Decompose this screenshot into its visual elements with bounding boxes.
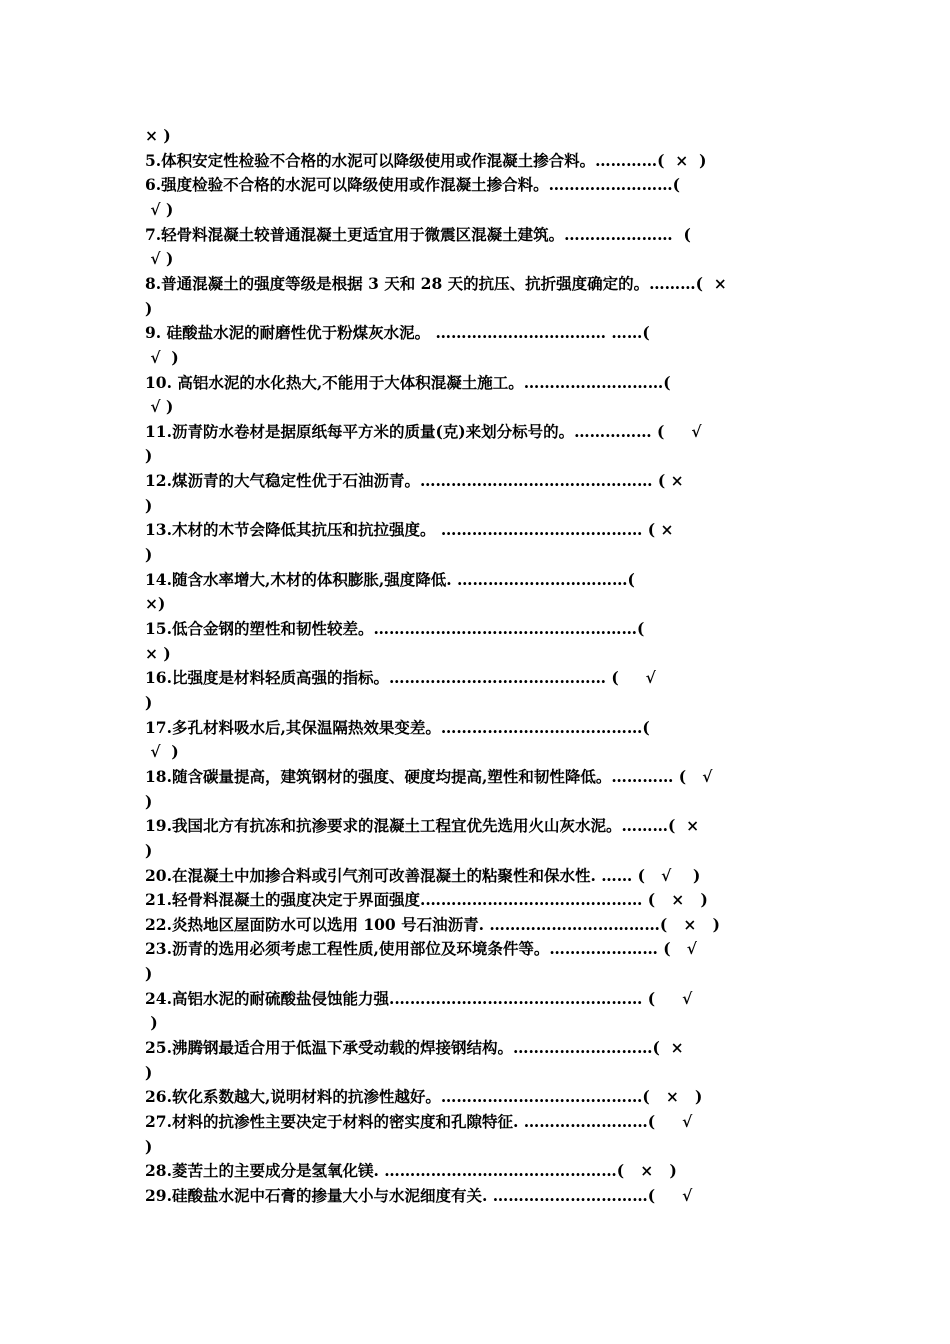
text-line: ) (145, 545, 153, 564)
text-line: 18.随含碳量提高，建筑钢材的强度、硬度均提高,塑性和韧性降低。………… ( √ (145, 767, 713, 786)
text-line: 6.强度检验不合格的水泥可以降级使用或作混凝土掺合料。……………………( (145, 175, 681, 194)
text-line: ) (145, 446, 153, 465)
text-line: 17.多孔材料吸水后,其保温隔热效果变差。…………………………………( (145, 718, 650, 737)
text-line: 10. 高铝水泥的水化热大,不能用于大体积混凝土施工。………………………( (145, 373, 671, 392)
text-line: ) (145, 299, 153, 318)
text-line: 9. 硅酸盐水泥的耐磨性优于粉煤灰水泥。 …………………………… ……( (145, 323, 650, 342)
text-line: 7.轻骨料混凝土较普通混凝土更适宜用于微震区混凝土建筑。………………… ( (145, 225, 691, 244)
text-line: 29.硅酸盐水泥中石膏的掺量大小与水泥细度有关. …………………………( √ (145, 1186, 693, 1205)
text-line: √ ) (145, 249, 174, 268)
text-line: 27.材料的抗渗性主要决定于材料的密实度和孔隙特征. ……………………( √ (145, 1112, 693, 1131)
text-line: 26.软化系数越大,说明材料的抗渗性越好。…………………………………( × ) (145, 1087, 703, 1106)
text-line: ) (145, 1137, 153, 1156)
text-line: ) (145, 1013, 158, 1032)
text-line: ) (145, 792, 153, 811)
text-line: 5.体积安定性检验不合格的水泥可以降级使用或作混凝土掺合料。…………( × ) (145, 151, 707, 170)
text-line: 15.低合金钢的塑性和韧性较差。……………………………………………( (145, 619, 645, 638)
text-line: ) (145, 693, 153, 712)
text-line: × ) (145, 644, 171, 663)
text-line: 12.煤沥青的大气稳定性优于石油沥青。……………………………………… ( × (145, 471, 684, 490)
text-line: 16.比强度是材料轻质高强的指标。…………………………………… ( √ (145, 668, 656, 687)
text-line: √ ) (145, 397, 174, 416)
text-line: ×) (145, 594, 166, 613)
text-line: ) (145, 841, 153, 860)
text-line: √ ) (145, 348, 179, 367)
text-line: ) (145, 1063, 153, 1082)
text-line: 28.菱苦土的主要成分是氢氧化镁. ………………………………………( × ) (145, 1161, 677, 1180)
text-line: 25.沸腾钢最适合用于低温下承受动载的焊接钢结构。………………………( × (145, 1038, 684, 1057)
text-line: 11.沥青防水卷材是据原纸每平方米的质量(克)来划分标号的。…………… ( √ (145, 422, 702, 441)
text-line: 14.随含水率增大,木材的体积膨胀,强度降低. ……………………………( (145, 570, 635, 589)
text-line: 21.轻骨料混凝土的强度决定于界面强度.…………………………………… ( × ) (145, 890, 708, 909)
text-line: 24.高铝水泥的耐硫酸盐侵蚀能力强.………………………………………… ( √ (145, 989, 693, 1008)
text-line: ) (145, 496, 153, 515)
text-line: 23.沥青的选用必须考虑工程性质,使用部位及环境条件等。………………… ( √ (145, 939, 697, 958)
text-line: 13.木材的木节会降低其抗压和抗拉强度。 ………………………………… ( × (145, 520, 674, 539)
text-line: 8.普通混凝土的强度等级是根据 3 天和 28 天的抗压、抗折强度确定的。………( × (145, 274, 727, 293)
text-line: 20.在混凝土中加掺合料或引气剂可改善混凝土的粘聚性和保水性. …… ( √ ) (145, 866, 701, 885)
text-line: √ ) (145, 200, 174, 219)
text-line: 22.炎热地区屋面防水可以选用 100 号石油沥青. ……………………………( × ) (145, 915, 720, 934)
text-line: √ ) (145, 742, 179, 761)
text-line: ) (145, 964, 153, 983)
text-line: 19.我国北方有抗冻和抗渗要求的混凝土工程宜优先选用火山灰水泥。………( × (145, 816, 700, 835)
text-line: × ) (145, 126, 171, 145)
